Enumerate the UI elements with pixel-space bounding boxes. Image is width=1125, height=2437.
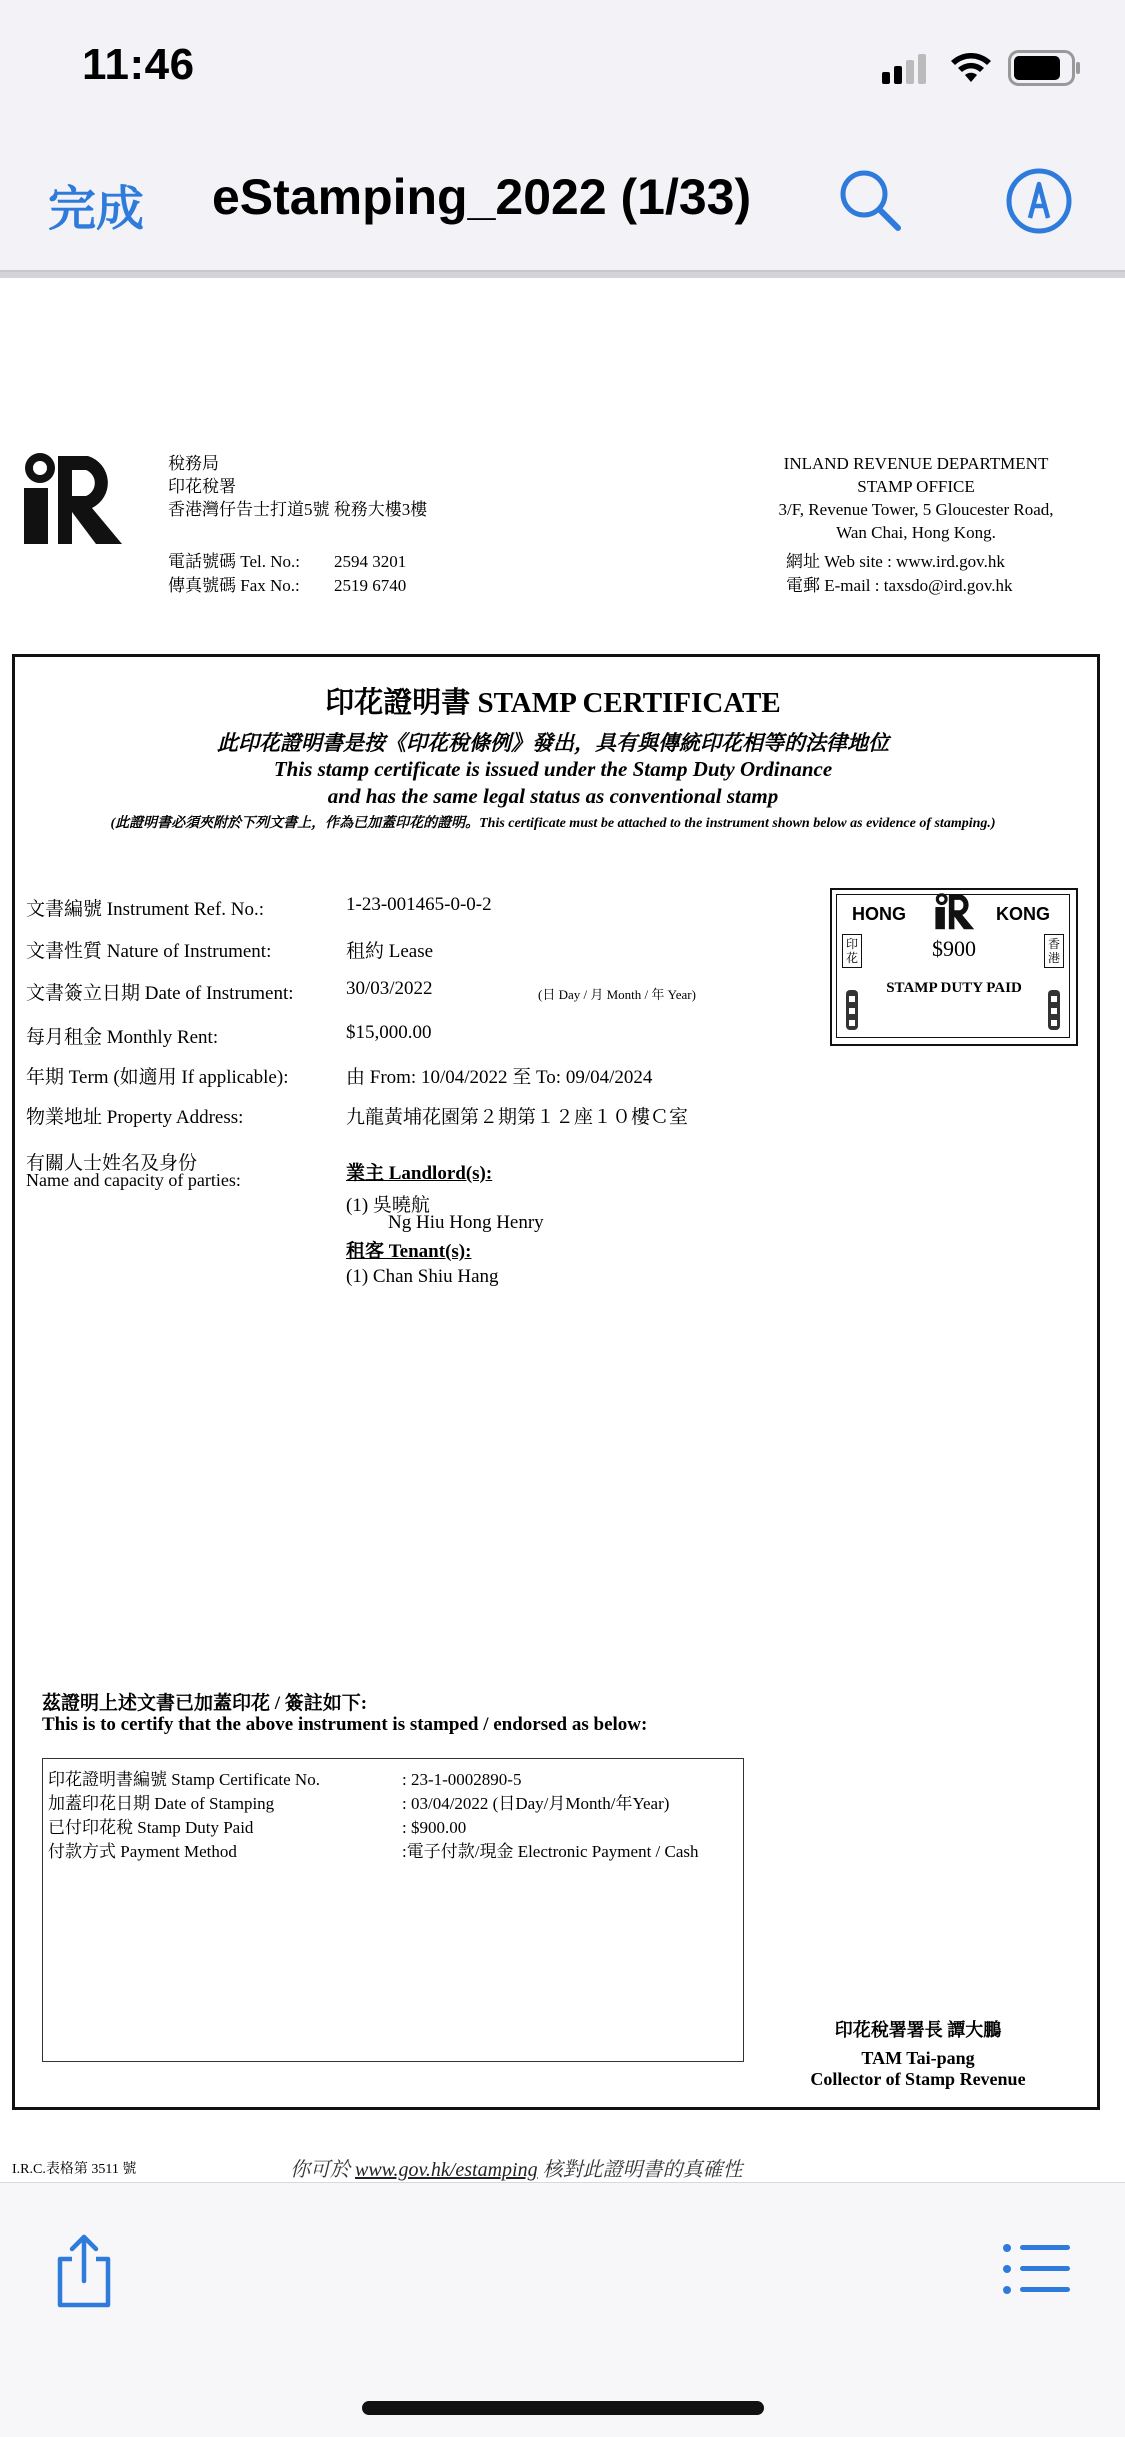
- search-icon[interactable]: [836, 166, 906, 236]
- status-bar: [0, 0, 1125, 140]
- stamp-logo: [932, 892, 976, 930]
- stamp-side-right: 香港: [1044, 934, 1064, 968]
- header-fax-label: 傳真號碼 Fax No.:: [168, 576, 300, 595]
- certify-zh: 茲證明上述文書已加蓋印花 / 簽註如下:: [42, 1693, 368, 1714]
- stamp-hong: HONG: [852, 904, 906, 924]
- verify-post: 核對此證明書的真確性: [542, 2159, 743, 2181]
- field-rent-label: 每月租金 Monthly Rent:: [26, 1027, 219, 1048]
- collector-name: TAM Tai-pang: [861, 2048, 975, 2068]
- header-en-office: STAMP OFFICE: [857, 477, 975, 496]
- stamp-amount: $900: [932, 936, 976, 961]
- detail-cert-no-label: 印花證明書編號 Stamp Certificate No.: [48, 1770, 320, 1789]
- detail-method-value: :電子付款/現金 Electronic Payment / Cash: [402, 1842, 699, 1861]
- field-nature-value: 租約 Lease: [346, 941, 434, 962]
- header-email: 電郵 E-mail : taxsdo@ird.gov.hk: [786, 576, 1013, 595]
- nav-bar: [0, 140, 1125, 272]
- bottom-toolbar: [0, 2182, 1125, 2437]
- certificate-en-line2: and has the same legal status as conventional stamp: [327, 784, 779, 808]
- collector-zh: 印花稅署署長 譚大鵬: [834, 2020, 1002, 2040]
- stamp-ornament-left: [844, 990, 860, 1030]
- field-ref-value: 1-23-001465-0-0-2: [346, 894, 492, 915]
- tenant-1: (1) Chan Shiu Hang: [346, 1266, 499, 1287]
- field-date-label: 文書簽立日期 Date of Instrument:: [26, 983, 294, 1004]
- signal-icon: [882, 52, 930, 84]
- header-fax: 2519 6740: [334, 576, 407, 595]
- stamp-duty-seal: [830, 888, 1078, 1046]
- markup-pen-icon[interactable]: [1004, 166, 1074, 236]
- tenant-heading: 租客 Tenant(s):: [346, 1241, 472, 1262]
- done-button[interactable]: 完成: [48, 181, 145, 237]
- header-en-dept: INLAND REVENUE DEPARTMENT: [783, 454, 1049, 473]
- verify-link[interactable]: www.gov.hk/estamping: [355, 2159, 538, 2181]
- document-page: [0, 278, 1125, 2182]
- date-format-hint: (日 Day / 月 Month / 年 Year): [538, 987, 696, 1002]
- certificate-zh-line: 此印花證明書是按《印花稅條例》發出，具有與傳統印花相等的法律地位: [217, 731, 889, 755]
- stamp-duty-paid: STAMP DUTY PAID: [886, 980, 1022, 996]
- header-zh-dept: 稅務局: [168, 454, 219, 473]
- detail-cert-no-value: : 23-1-0002890-5: [402, 1770, 522, 1789]
- certificate-en-line1: This stamp certificate is issued under the Stamp Duty Ordinance: [273, 757, 833, 781]
- header-en-addr2: Wan Chai, Hong Kong.: [836, 523, 996, 542]
- parties-label-zh: 有關人士姓名及身份: [26, 1153, 198, 1174]
- list-icon[interactable]: [1002, 2243, 1072, 2295]
- header-web: 網址 Web site : www.ird.gov.hk: [786, 552, 1005, 571]
- landlord-heading: 業主 Landlord(s):: [346, 1163, 493, 1184]
- detail-date-value: : 03/04/2022 (日Day/月Month/年Year): [402, 1794, 670, 1813]
- form-number: I.R.C.表格第 3511 號: [12, 2162, 137, 2177]
- detail-paid-label: 已付印花稅 Stamp Duty Paid: [48, 1818, 254, 1837]
- header-zh-office: 印花稅署: [168, 477, 236, 496]
- field-ref-label: 文書編號 Instrument Ref. No.:: [26, 899, 265, 920]
- field-date-value: 30/03/2022: [346, 978, 433, 999]
- header-zh-address: 香港灣仔告士打道5號 稅務大樓3樓: [168, 500, 428, 519]
- header-en-addr1: 3/F, Revenue Tower, 5 Gloucester Road,: [778, 500, 1054, 519]
- parties-label-en: Name and capacity of parties:: [26, 1170, 241, 1190]
- landlord-1-zh: (1) 吳曉航: [346, 1195, 430, 1216]
- document-title: eStamping_2022 (1/33): [212, 169, 752, 225]
- status-time: 11:46: [82, 40, 195, 89]
- field-term-label: 年期 Term (如適用 If applicable):: [26, 1067, 289, 1088]
- wifi-icon: [950, 50, 992, 84]
- field-address-label: 物業地址 Property Address:: [26, 1107, 244, 1128]
- certify-en: This is to certify that the above instrument is stamped / endorsed as below:: [42, 1714, 648, 1735]
- detail-paid-value: : $900.00: [402, 1818, 467, 1837]
- certificate-note: (此證明書必須夾附於下列文書上，作為已加蓋印花的證明。This certificate must be attached to the instrument shown below as evidence of stamping.): [110, 816, 996, 831]
- header-tel: 2594 3201: [334, 552, 407, 571]
- stamp-kong: KONG: [996, 904, 1050, 924]
- home-indicator[interactable]: [362, 2401, 764, 2415]
- collector-title: Collector of Stamp Revenue: [810, 2069, 1026, 2089]
- battery-icon: [1008, 50, 1082, 86]
- verify-text: [290, 2153, 743, 2182]
- verify-pre: 你可於: [290, 2159, 350, 2181]
- field-term-value: 由 From: 10/04/2022 至 To: 09/04/2024: [346, 1067, 653, 1088]
- field-address-value: 九龍黃埔花園第２期第１２座１０樓Ｃ室: [346, 1107, 689, 1128]
- ird-logo: [18, 450, 124, 546]
- field-rent-value: $15,000.00: [346, 1022, 432, 1043]
- detail-method-label: 付款方式 Payment Method: [48, 1842, 237, 1861]
- detail-date-label: 加蓋印花日期 Date of Stamping: [48, 1794, 275, 1813]
- stamp-ornament-right: [1046, 990, 1062, 1030]
- landlord-1-en: Ng Hiu Hong Henry: [388, 1212, 544, 1233]
- field-nature-label: 文書性質 Nature of Instrument:: [26, 941, 272, 962]
- stamp-side-left: 印花: [842, 934, 862, 968]
- share-icon[interactable]: [54, 2233, 114, 2309]
- certificate-title: 印花證明書 STAMP CERTIFICATE: [325, 687, 781, 719]
- header-tel-label: 電話號碼 Tel. No.:: [168, 552, 300, 571]
